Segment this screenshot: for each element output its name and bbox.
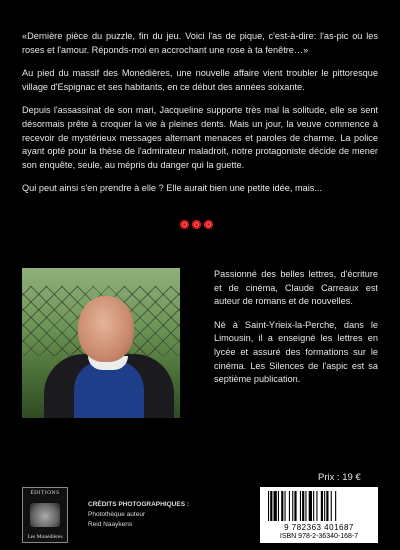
barcode-digits: 9 782363 401687 [284, 523, 354, 532]
publisher-emblem-icon [30, 503, 60, 527]
author-photo [22, 268, 180, 418]
publisher-logo-bottom: Les Monédières [27, 534, 63, 540]
credits-line-1: Photothèque auteur [88, 511, 146, 518]
blurb-paragraph-plot: Depuis l'assassinat de son mari, Jacqueline supporte très mal la solitude, elle se sent désormais prête à croquer la vie à pleines dents. Mais un jour, la veuve commence à recevoir de mystérieux messages alternant menaces et paroles de charme. La police ayant opté pour la thèse de l'admirateur maladroit, notre protagoniste décide de mener son enquête, seule, au mépris du danger qui la guette. [22, 105, 378, 170]
credits-line-2: Reid Naaykens [88, 521, 133, 528]
blurb-quote: «Dernière pièce du puzzle, fin du jeu. Voici l'as de pique, c'est-à-dire: l'as-pic ou les roses et l'amour. Réponds-moi en accrochant une rose à ta fenêtre…» [22, 31, 378, 55]
author-bio [214, 268, 378, 397]
isbn-label: ISBN 978-2-36340-168-7 [279, 533, 359, 540]
red-dot-icon [204, 220, 213, 229]
price-label: Prix : 19 € [318, 472, 361, 483]
blurb-paragraph-teaser: Qui peut ainsi s'en prendre à elle ? Elle aurait bien une petite idée, mais... [22, 183, 323, 194]
publisher-logo-top: ÉDITIONS [30, 490, 60, 496]
photo-credits [88, 500, 189, 530]
barcode [260, 487, 378, 543]
bio-paragraph-1: Passionné des belles lettres, d'écriture et de cinéma, Claude Carreaux est auteur de romans et de nouvelles. [214, 269, 378, 307]
credits-heading: CRÉDITS PHOTOGRAPHIQUES : [88, 501, 190, 508]
barcode-bars-icon [266, 491, 372, 523]
red-dot-icon [192, 220, 201, 229]
back-cover-blurb [22, 30, 378, 206]
photo-head [78, 296, 134, 362]
blurb-paragraph-setting: Au pied du massif des Monédières, une nouvelle affaire vient troubler le pittoresque village d'Espignac et ses habitants, en ce début des années soixante. [22, 68, 378, 92]
publisher-logo [22, 487, 68, 543]
bio-paragraph-2: Né à Saint-Yrieix-la-Perche, dans le Limousin, il a enseigné les lettres en lycée et assuré des formations sur le cinéma. Les Silences de l'aspic est sa septième publication. [214, 319, 378, 385]
ornament-dots [180, 220, 213, 229]
red-dot-icon [180, 220, 189, 229]
